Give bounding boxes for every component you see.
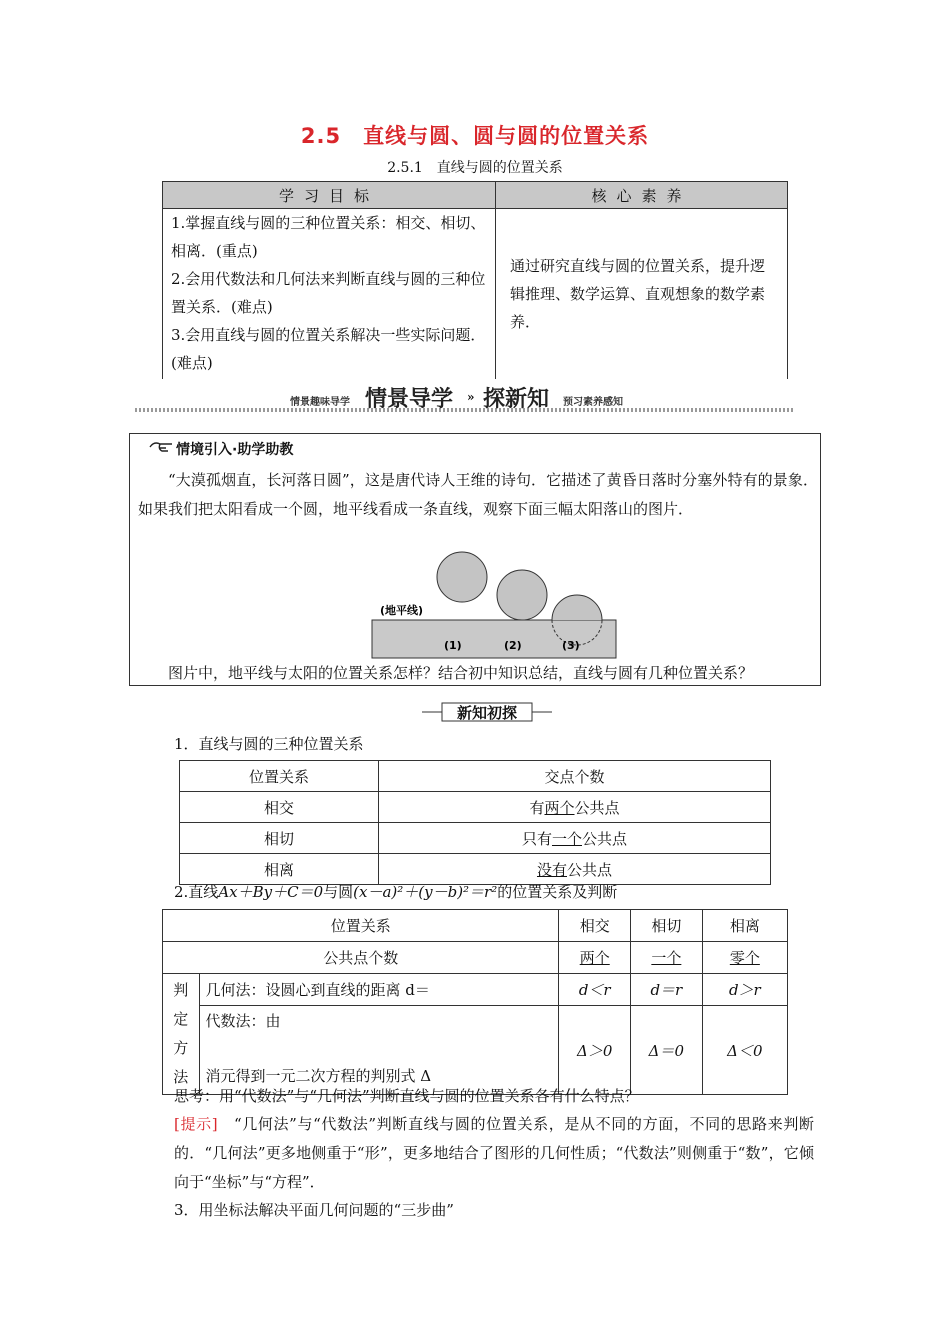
heading-post: 的位置关系及判断 bbox=[497, 883, 618, 901]
relation-table bbox=[179, 760, 771, 885]
new-knowledge-label: 新知初探 bbox=[456, 704, 517, 722]
alg-separate: Δ＜0 bbox=[727, 1041, 763, 1060]
heading-pre: 2.直线 bbox=[174, 883, 219, 901]
alg-intersect: Δ＞0 bbox=[577, 1041, 613, 1060]
intro-question: 图片中，地平线与太阳的位置关系怎样？结合初中知识总结，直线与圆有几种位置关系？ bbox=[168, 664, 754, 682]
section3-heading: 3．用坐标法解决平面几何问题的“三步曲” bbox=[174, 1201, 454, 1219]
count-pre: 有 bbox=[529, 798, 545, 817]
figure-num-2: (2) bbox=[504, 639, 522, 652]
count-pre: 只有 bbox=[521, 829, 552, 848]
method-char: 判 bbox=[173, 981, 189, 999]
core-literacy: 通过研究直线与圆的位置关系，提升逻辑推理、数学运算、直观想象的数学素养． bbox=[510, 257, 766, 331]
goal-item-3: 3.会用直线与圆的位置关系解决一些实际问题．(难点) bbox=[171, 326, 486, 372]
intro-paragraph: “大漠孤烟直，长河落日圆”，这是唐代诗人王维的诗句．它描述了黄昏日落时分塞外特有的景象．如果我们把太阳看成一个圆，地平线看成一条直线，观察下面三幅太阳落山的图片． bbox=[138, 471, 818, 518]
think-question: 思考：用“代数法”与“几何法”判断直线与圆的位置关系各有什么特点？ bbox=[174, 1087, 640, 1105]
goals-header-right: 核心素养 bbox=[496, 182, 788, 209]
new-knowledge-tag bbox=[422, 700, 552, 724]
heading-mid: 与圆 bbox=[323, 883, 354, 901]
sunset-figure bbox=[366, 546, 622, 662]
count-separate: 零个 bbox=[729, 949, 760, 967]
relation-col1-header: 位置关系 bbox=[180, 761, 379, 792]
hint-paragraph bbox=[174, 1110, 814, 1197]
goals-table bbox=[162, 181, 788, 379]
geo-intersect: d＜r bbox=[578, 981, 611, 999]
alg-method-1: 代数法：由 bbox=[205, 1012, 281, 1030]
goals-header-left: 学习目标 bbox=[163, 182, 496, 209]
alg-method-2: 消元得到一元二次方程的判别式 Δ bbox=[205, 1067, 432, 1085]
geo-method: 几何法：设圆心到直线的距离 d＝ bbox=[199, 974, 559, 1006]
figure-label: (地平线) bbox=[380, 604, 424, 617]
relation-name: 相离 bbox=[180, 854, 379, 885]
banner-left-small: 情景趣味导学 bbox=[290, 397, 350, 408]
judgement-table bbox=[162, 909, 788, 1095]
method-char: 法 bbox=[173, 1068, 189, 1086]
intro-box bbox=[129, 433, 821, 686]
page-title: 2.5 直线与圆、圆与圆的位置关系 bbox=[300, 124, 650, 148]
circle-equation: (x－a)²＋(y－b)²＝r² bbox=[353, 883, 498, 901]
rel-label: 位置关系 bbox=[163, 910, 559, 942]
method-char: 定 bbox=[173, 1010, 189, 1028]
section1-heading: 1．直线与圆的三种位置关系 bbox=[174, 735, 364, 753]
geo-tangent: d＝r bbox=[650, 981, 683, 999]
hand-pointer-icon bbox=[148, 439, 174, 455]
count-intersect: 两个 bbox=[579, 949, 610, 967]
table-row bbox=[180, 823, 771, 854]
col-tangent: 相切 bbox=[631, 910, 703, 942]
page-subtitle: 2.5.1 直线与圆的位置关系 bbox=[387, 160, 563, 176]
count-answer: 一个 bbox=[551, 829, 582, 848]
banner-arrow-icon: » bbox=[467, 390, 475, 404]
count-answer: 两个 bbox=[544, 798, 575, 817]
line-equation: Ax＋By＋C＝0 bbox=[218, 883, 324, 901]
col-intersect: 相交 bbox=[559, 910, 631, 942]
relation-name: 相切 bbox=[180, 823, 379, 854]
figure-num-1: (1) bbox=[444, 639, 462, 652]
goal-item-2: 2.会用代数法和几何法来判断直线与圆的三种位置关系．(难点) bbox=[171, 270, 486, 316]
method-char: 方 bbox=[173, 1039, 189, 1057]
sun-circle-3 bbox=[552, 595, 602, 620]
figure-num-3: (3) bbox=[562, 639, 580, 652]
count-label: 公共点个数 bbox=[163, 942, 559, 974]
count-tangent: 一个 bbox=[651, 949, 682, 967]
banner-dotted-line bbox=[135, 408, 795, 412]
section-banner bbox=[135, 382, 795, 414]
count-answer: 没有 bbox=[536, 860, 567, 879]
banner-right-small: 预习素养感知 bbox=[563, 397, 623, 408]
relation-col2-header: 交点个数 bbox=[379, 761, 771, 792]
table-row bbox=[180, 792, 771, 823]
banner-title-1: 情景导学 bbox=[365, 387, 454, 412]
hint-label: [提示] bbox=[174, 1115, 218, 1133]
alg-tangent: Δ＝0 bbox=[648, 1041, 685, 1060]
intro-heading: 情境引入·助学助教 bbox=[176, 442, 294, 458]
hint-text: “几何法”与“代数法”判断直线与圆的位置关系，是从不同的方面，不同的思路来判断的．“几何法”更多地侧重于“形”，更多地结合了图形的几何性质；“代数法”则侧重于“数”，它倾向于“坐标”与“方程”． bbox=[174, 1115, 814, 1191]
col-separate: 相离 bbox=[702, 910, 787, 942]
count-post: 公共点 bbox=[582, 829, 628, 848]
sun-circle-2 bbox=[497, 570, 547, 620]
relation-name: 相交 bbox=[180, 792, 379, 823]
geo-separate: d＞r bbox=[728, 981, 761, 999]
sun-circle-1 bbox=[437, 552, 487, 602]
count-post: 公共点 bbox=[567, 860, 613, 879]
goal-item-1: 1.掌握直线与圆的三种位置关系：相交、相切、相离．(重点) bbox=[171, 214, 486, 260]
section2-heading bbox=[174, 878, 617, 907]
banner-title-2: 探新知 bbox=[483, 387, 550, 412]
count-post: 公共点 bbox=[574, 798, 620, 817]
